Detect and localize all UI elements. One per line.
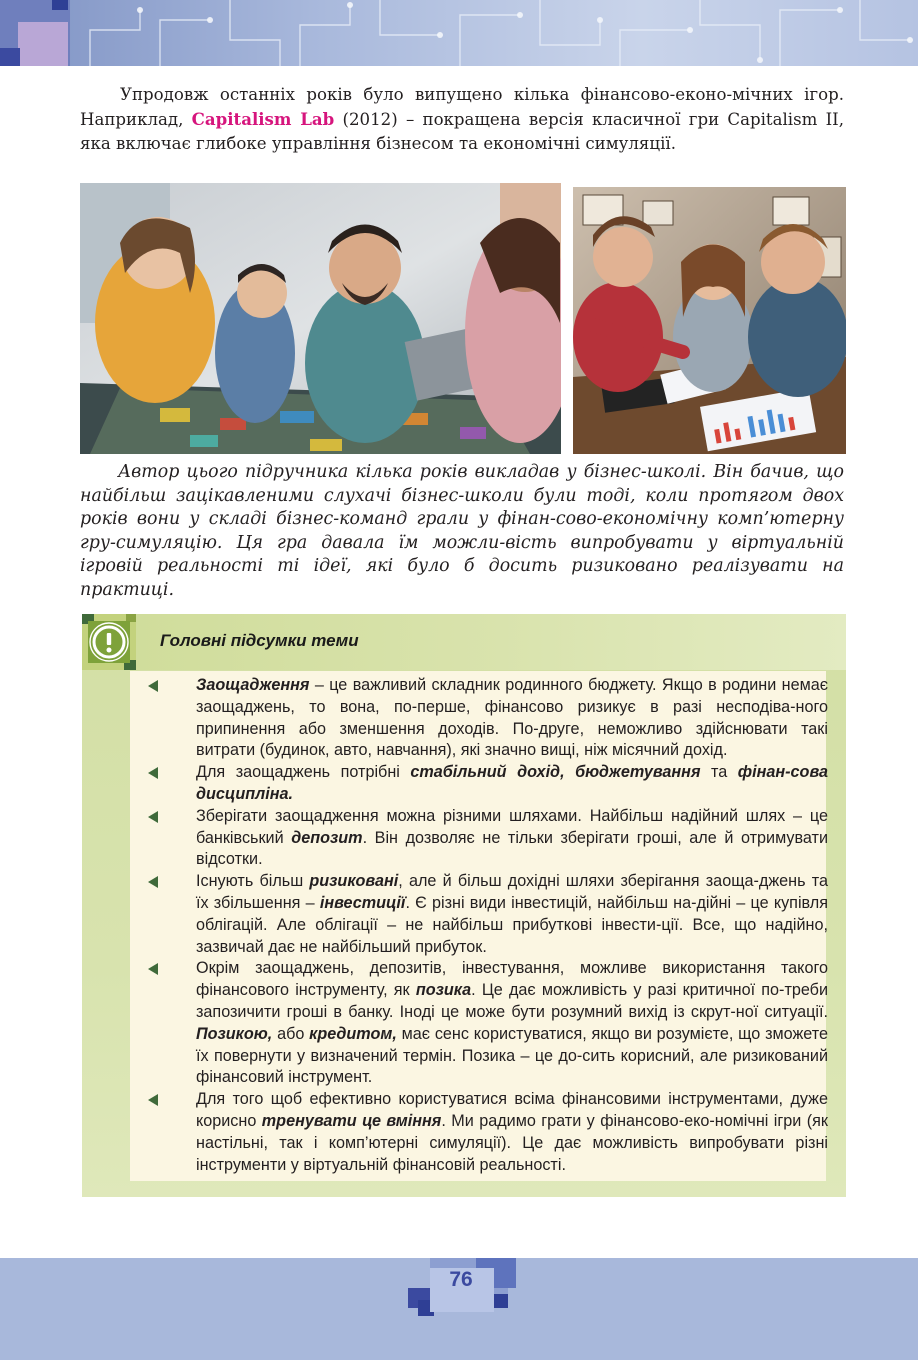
intro-paragraph [80,83,844,156]
triangle-left-icon [148,963,158,975]
summary-item [90,762,828,806]
alert-circle-icon [82,614,136,670]
triangle-left-icon [148,680,158,692]
summary-item-text [196,762,828,806]
intro-text: (2012) – покращена версія класичної гри Capitalism II, яка включає глибоке управління бізнесом та економічні симуляції. [80,110,844,153]
summary-item-text [196,871,828,958]
item-text: – це важливий складник родинного бюджету. Якщо в родини немає заощаджень, то вона, по-перше, фінансово ризикує в разі несподіва-ного припинення або зменшення доходів. По-друге, неможливо здійснювати такі витрати (будинок, авто, навчання), які значно вищі, ніж місячний дохід. [196,676,828,760]
item-text: , але й більш дохідні шляхи зберігання заоща-джень та їх збільшення – [196,872,828,912]
summary-list [90,675,828,1176]
key-term: фінан-сова дисципліна. [196,763,829,803]
item-text: . Є різні види інвестицій, найбільш на-дійні – це купівля облігацій. Але облігації – не найбільш прибуткові інвести-ції. Все, що надійно, зазвичай дає не найбільший прибуток. [196,893,828,956]
item-text: Для заощаджень потрібні [196,763,411,782]
summary-title: Головні підсумки теми [160,631,359,650]
item-text: або [272,1024,310,1043]
key-term: інвестиції [319,893,406,912]
key-term: ризиковані [309,872,399,891]
item-text: та [700,763,738,782]
intro-text: Упродовж останніх років було випущено кілька фінансово-еконо-мічних ігор. Наприклад, [80,85,844,129]
summary-item-text [196,675,828,762]
summary-item [90,806,828,871]
key-term: тренувати це вміння [261,1111,442,1130]
photo-board-game [80,183,561,454]
summary-item [90,1089,828,1176]
item-text: має сенс користуватися, якщо ви розумієте, що зможете їх повернути у визначений термін. Позика – це до-сить корисний, але ризикований фінансовий інструмент. [196,1024,828,1087]
item-text: . Він дозволяє не тільки зберігати гроші, але й отримувати відсотки. [196,828,828,869]
item-text: Зберігати заощадження можна різними шляхами. Найбільш надійний шлях – це банківський [196,806,828,847]
triangle-left-icon [148,811,158,823]
key-term: Заощадження [196,676,310,694]
triangle-left-icon [148,767,158,779]
photo-computer-simulation [573,187,846,454]
key-term: депозит [291,828,363,847]
circuit-pattern [0,0,918,66]
item-text: Для того щоб ефективно користуватися всіма фінансовими інструментами, дуже корисно [196,1090,828,1130]
triangle-left-icon [148,876,158,888]
key-term: кредитом, [309,1024,397,1043]
item-text: . Ми радимо грати у фінансово-еко-номічні ігри (як настільні, так і комп’ютерні симуляції). Це дає можливість випробувати різні інструменти у віртуальній фінансовій реальності. [196,1111,829,1174]
item-text: . Це дає можливість у разі критичної по-треби запозичити гроші в банку. Іноді це може бути розумний вихід із скрут-ної ситуації. [196,981,828,1021]
summary-item-text [196,806,828,871]
page-number: 76 [449,1268,473,1291]
summary-item [90,958,828,1089]
item-text: Окрім заощаджень, депозитів, інвестування, можливе використання такого фінансового інструменту, як [196,959,828,1000]
key-term: стабільний дохід, бюджетування [410,763,701,782]
summary-item-text [196,1089,828,1176]
key-term: Позикою, [196,1024,273,1043]
key-term: позика [415,981,472,1000]
item-text: Існують більш [196,872,310,891]
game-title-highlight: Capitalism Lab [191,109,335,129]
summary-item-text [196,958,828,1089]
triangle-left-icon [148,1094,158,1106]
summary-item [90,871,828,958]
header-band [0,0,918,66]
photo-caption: Автор цього підручника кілька років викладав у бізнес-школі. Він бачив, що найбільш зацікавленими слухачі бізнес-школи були тоді, коли протягом двох років вони у складі бізнес-команд грали у фінан-сово-економічну комп’ютерну гру-симуляцію. Ця гра давала їм можли-вість випробувати у віртуальній ігровій реальності ті ідеї, які було б досить ризиковано реалізувати на практиці. [80,462,844,600]
summary-item [90,675,828,762]
